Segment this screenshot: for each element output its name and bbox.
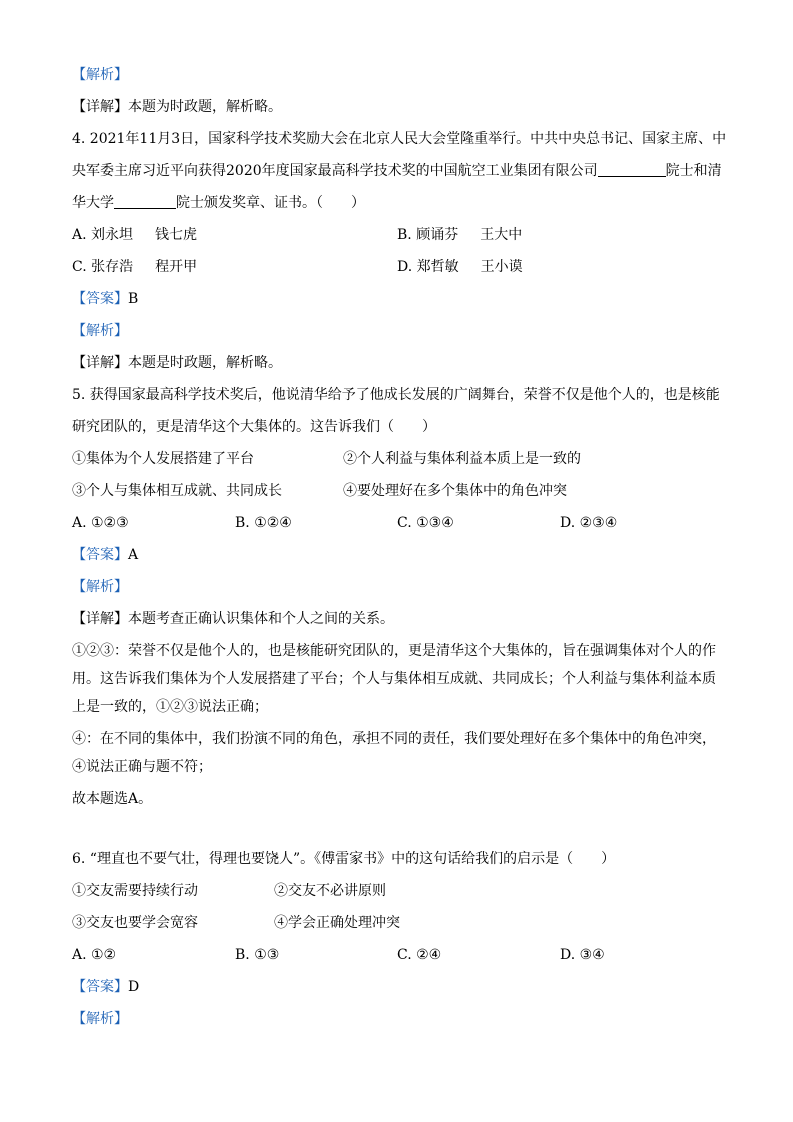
choice-c: C. ②④ (397, 947, 442, 963)
explanation-line: ①②③：荣誉不仅是他个人的，也是核能研究团队的，更是清华这个大集体的，旨在强调集体对个人的作 (72, 643, 716, 659)
answer-tag: 【答案】 (72, 979, 128, 995)
analysis-heading (72, 321, 128, 341)
analysis-heading (72, 1009, 128, 1029)
answer-value: A (128, 547, 139, 563)
question-5-line-2: 研究团队的，更是清华这个大集体的。这告诉我们（ ） (72, 419, 436, 435)
option-name-2: 王小谟 (480, 259, 523, 275)
question-6-line-1: 6. “理直也不要气壮，得理也要饶人”。《傅雷家书》中的这句话给我们的启示是（ ） (72, 851, 616, 867)
question-4-option-b (397, 225, 522, 245)
analysis-tag: 【解析】 (72, 579, 128, 595)
question-4-line-3-post: 院士颁发奖章、证书。（ ） (176, 195, 365, 211)
detail-line (72, 97, 282, 117)
analysis-tag: 【解析】 (72, 1011, 128, 1027)
fill-blank-1 (598, 162, 666, 177)
option-name-1: 张存浩 (91, 259, 134, 275)
choice-b: B. ①②④ (235, 515, 292, 531)
question-4-option-c (72, 257, 197, 277)
option-name-1: 顾诵芬 (416, 227, 459, 243)
explanation-line: ④说法正确与题不符； (72, 759, 212, 775)
choice-c: C. ①③④ (397, 515, 454, 531)
explanation-line: 用。这告诉我们集体为个人发展搭建了平台；个人与集体相互成就、共同成长；个人利益与集体利益本质 (72, 671, 716, 687)
statement-3: ③交友也要学会宽容 (72, 915, 198, 931)
answer-tag: 【答案】 (72, 547, 128, 563)
question-4-line-3-pre: 华大学 (72, 195, 114, 211)
detail-text: 本题为时政题，解析略。 (128, 99, 282, 115)
conclusion-line: 故本题选A。 (72, 791, 153, 807)
statement-1: ①集体为个人发展搭建了平台 (72, 451, 254, 467)
statement-4: ④要处理好在多个集体中的角色冲突 (343, 483, 567, 499)
question-5-line-1: 5. 获得国家最高科学技术奖后，他说清华给予了他成长发展的广阔舞台，荣誉不仅是他个人的，也是核能 (72, 387, 720, 403)
question-4-line-2-post: 院士和清 (665, 163, 722, 179)
option-name-2: 钱七虎 (155, 227, 198, 243)
option-letter: A. (72, 227, 87, 243)
question-4-line-2-pre: 央军委主席习近平向获得2020年度国家最高科学技术奖的中国航空工业集团有限公司 (72, 163, 598, 179)
question-4-line-3 (72, 193, 365, 213)
detail-tag: 【详解】 (72, 611, 128, 627)
detail-text: 本题考查正确认识集体和个人之间的关系。 (128, 611, 394, 627)
detail-line (72, 353, 282, 373)
choice-d: D. ③④ (560, 947, 605, 963)
analysis-tag: 【解析】 (72, 67, 128, 83)
answer-line (72, 545, 138, 565)
explanation-line: 上是一致的，①②③说法正确； (72, 699, 268, 715)
statement-2: ②个人利益与集体利益本质上是一致的 (343, 451, 581, 467)
answer-line (72, 977, 139, 997)
answer-value: B (128, 291, 139, 307)
answer-line (72, 289, 138, 309)
analysis-heading (72, 577, 128, 597)
answer-value: D (128, 979, 140, 995)
detail-line (72, 609, 394, 629)
choice-b: B. ①③ (235, 947, 280, 963)
choice-a: A. ①②③ (72, 515, 129, 531)
option-name-1: 刘永坦 (91, 227, 134, 243)
question-4-option-d (397, 257, 523, 277)
option-name-1: 郑哲敏 (416, 259, 459, 275)
option-name-2: 程开甲 (155, 259, 198, 275)
analysis-heading (72, 65, 128, 85)
explanation-line: ④：在不同的集体中，我们扮演不同的角色，承担不同的责任，我们要处理好在多个集体中的角色冲突， (72, 731, 716, 747)
option-letter: D. (397, 259, 413, 275)
analysis-tag: 【解析】 (72, 323, 128, 339)
answer-tag: 【答案】 (72, 291, 128, 307)
statement-1: ①交友需要持续行动 (72, 883, 198, 899)
option-letter: B. (397, 227, 412, 243)
choice-d: D. ②③④ (560, 515, 618, 531)
option-name-2: 王大中 (480, 227, 523, 243)
question-4-option-a (72, 225, 197, 245)
question-4-line-1: 4. 2021年11月3日，国家科学技术奖励大会在北京人民大会堂隆重举行。中共中央总书记、国家主席、中 (72, 131, 727, 147)
detail-tag: 【详解】 (72, 355, 128, 371)
statement-4: ④学会正确处理冲突 (274, 915, 400, 931)
option-letter: C. (72, 259, 87, 275)
detail-text: 本题是时政题，解析略。 (128, 355, 282, 371)
question-4-line-2 (72, 161, 722, 181)
choice-a: A. ①② (72, 947, 117, 963)
detail-tag: 【详解】 (72, 99, 128, 115)
statement-3: ③个人与集体相互成就、共同成长 (72, 483, 282, 499)
statement-2: ②交友不必讲原则 (274, 883, 386, 899)
fill-blank-2 (114, 194, 176, 209)
